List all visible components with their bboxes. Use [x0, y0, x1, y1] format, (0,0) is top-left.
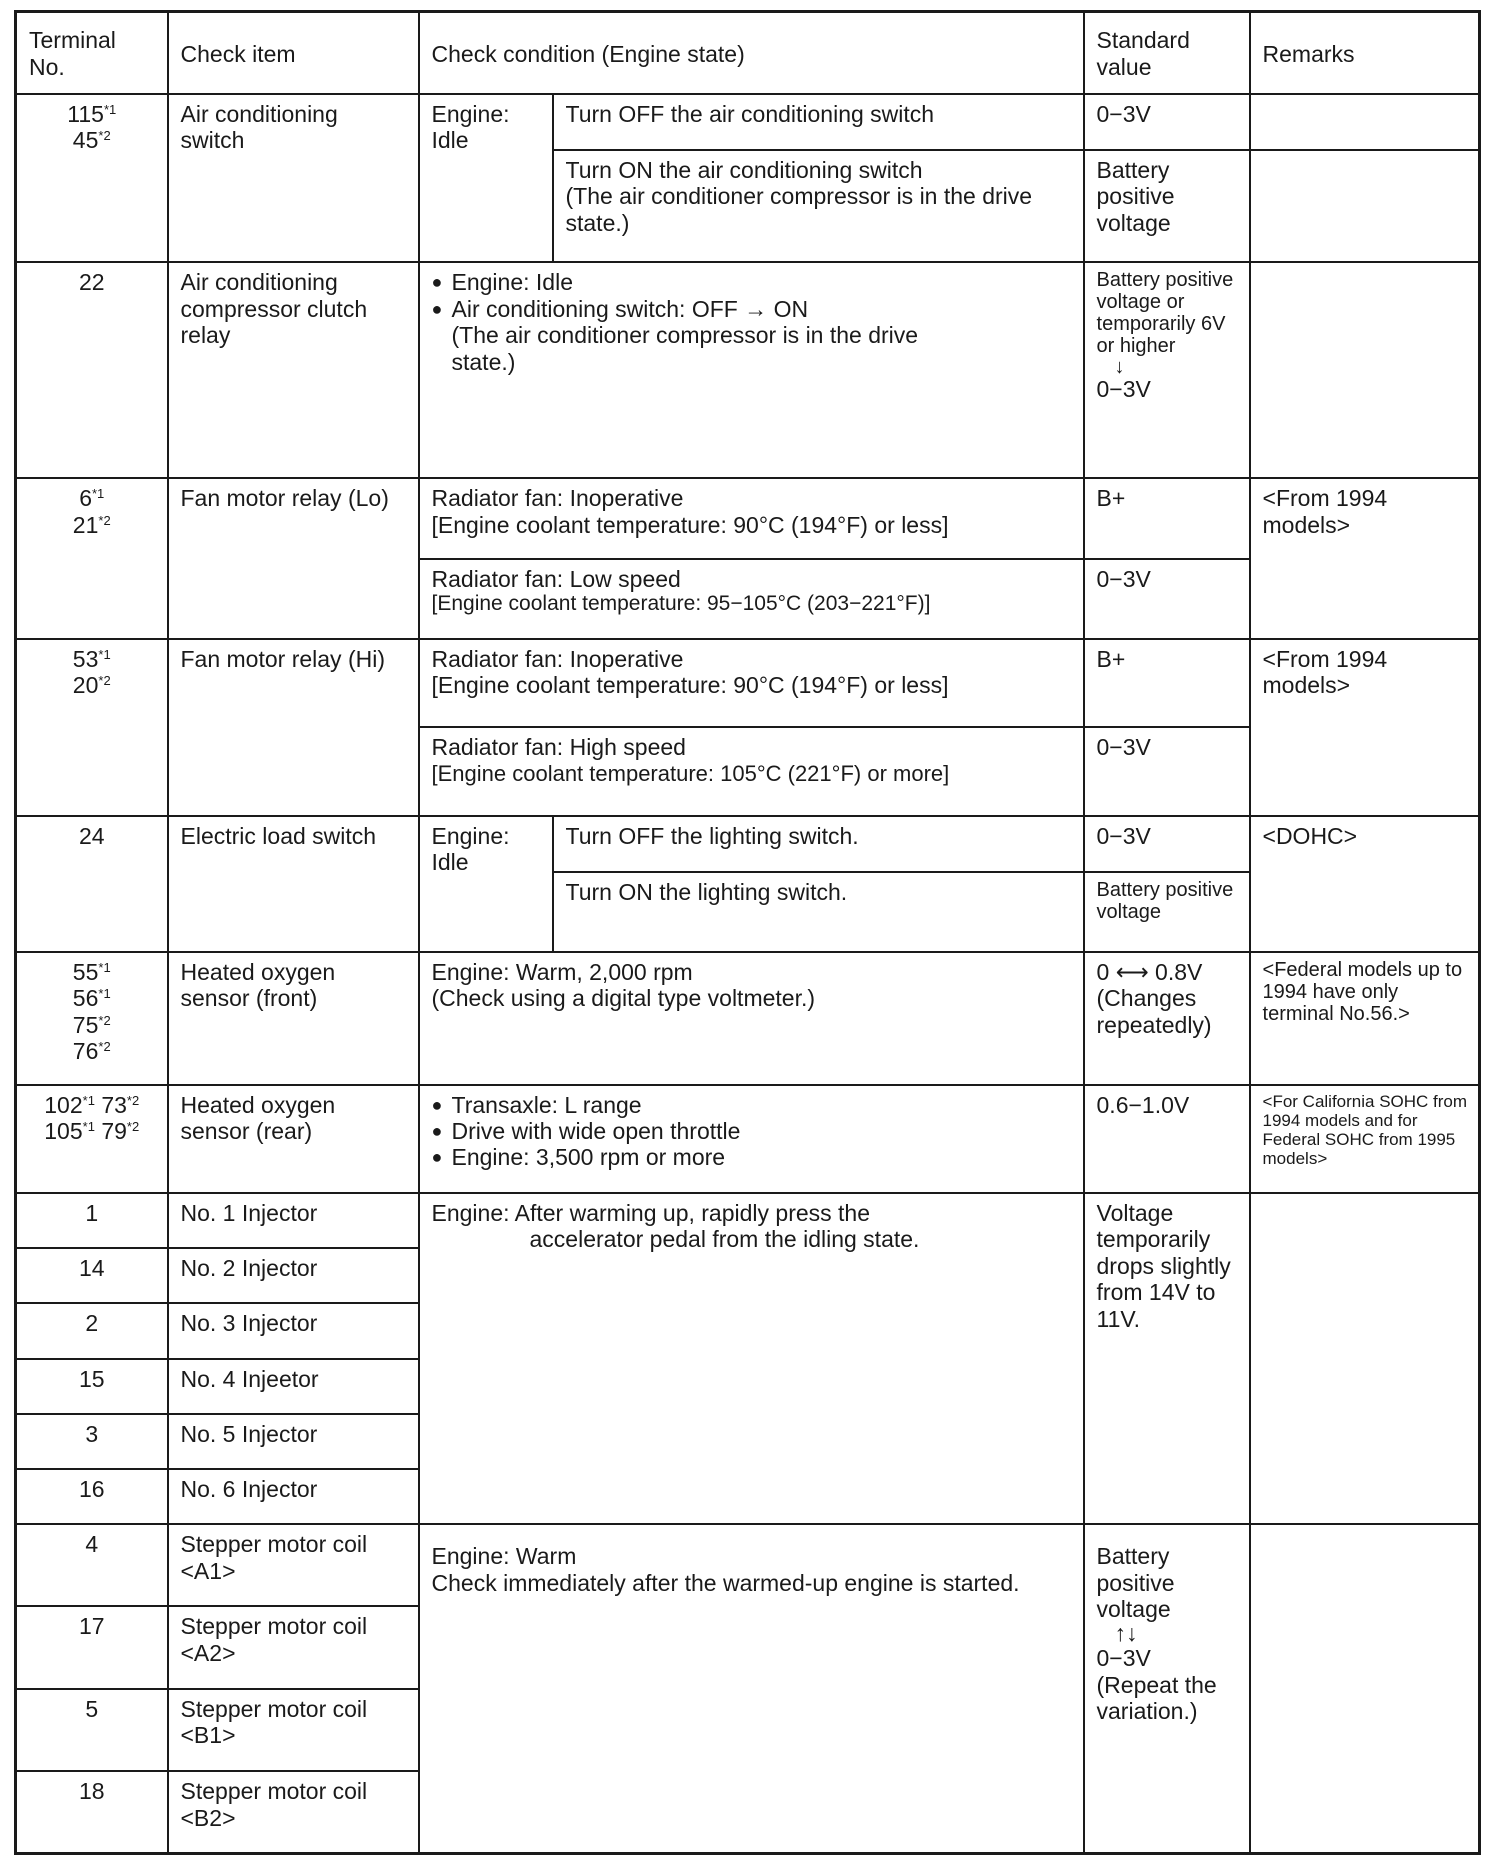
terminal-cell: 6$^{*1}$ 21$^{*2}$: [16, 478, 168, 639]
table-row: [16, 262, 1480, 478]
check-item-cell: Stepper motor coil <B1>: [168, 1689, 419, 1771]
table-row: [16, 1524, 1480, 1606]
terminal-cell: 55$^{*1}$ 56$^{*1}$ 75$^{*2}$ 76$^{*2}$: [16, 952, 168, 1085]
header-check-condition: Check condition (Engine state): [419, 12, 1084, 94]
terminal-cell: 53$^{*1}$ 20$^{*2}$: [16, 639, 168, 816]
condition-cell: Radiator fan: Low speed [Engine coolant temperature: 95−105°C (203−221°F)]: [419, 559, 1084, 639]
remarks-cell: [1250, 150, 1480, 262]
check-item-cell: No. 1 Injector: [168, 1193, 419, 1248]
table-row: [16, 816, 1480, 872]
remarks-cell: <From 1994 models>: [1250, 478, 1480, 639]
value-cell: Voltage temporarily drops slightly from 14V to 11V.: [1084, 1193, 1250, 1524]
check-item-cell: No. 2 Injector: [168, 1248, 419, 1303]
header-row: [16, 12, 1480, 94]
terminal-cell: 16: [16, 1469, 168, 1524]
remarks-cell: [1250, 262, 1480, 478]
terminal-cell: 4: [16, 1524, 168, 1606]
terminal-cell: 14: [16, 1248, 168, 1303]
check-item-cell: No. 5 Injector: [168, 1414, 419, 1469]
header-check-item: Check item: [168, 12, 419, 94]
terminal-cell: 115$^{*1}$ 45$^{*2}$: [16, 94, 168, 263]
check-item-cell: Air conditioning compressor clutch relay: [168, 262, 419, 478]
terminal-cell: 2: [16, 1303, 168, 1358]
down-arrow-icon: ↓: [1114, 356, 1125, 379]
table-row: [16, 639, 1480, 727]
table-row: [16, 1085, 1480, 1193]
terminal-cell: 18: [16, 1771, 168, 1853]
condition-cell: Radiator fan: High speed [Engine coolant temperature: 105°C (221°F) or more]: [419, 727, 1084, 815]
bullet-item: ● Engine: 3,500 rpm or more: [432, 1144, 1073, 1170]
value-cell: 0−3V: [1084, 559, 1250, 639]
condition-cell: [419, 262, 1084, 478]
check-item-cell: Heated oxygen sensor (front): [168, 952, 419, 1085]
header-standard-value: Standard value: [1084, 12, 1250, 94]
condition-cell: Radiator fan: Inoperative [Engine coolant temperature: 90°C (194°F) or less]: [419, 478, 1084, 558]
value-cell: B+: [1084, 478, 1250, 558]
check-item-cell: Stepper motor coil <A1>: [168, 1524, 419, 1606]
condition-cell: Engine: Warm Check immediately after the warmed-up engine is started.: [419, 1524, 1084, 1853]
condition-cell: Turn ON the air conditioning switch (The air conditioner compressor is in the drive state.): [553, 150, 1084, 262]
check-item-cell: Heated oxygen sensor (rear): [168, 1085, 419, 1193]
header-terminal-no: Terminal No.: [16, 12, 168, 94]
up-down-arrows-icon: ↑↓: [1114, 1620, 1138, 1647]
condition-cell: Engine: After warming up, rapidly press the accelerator pedal from the idling state.: [419, 1193, 1084, 1524]
remarks-cell: <Federal models up to 1994 have only terminal No.56.>: [1250, 952, 1480, 1085]
check-item-cell: Stepper motor coil <A2>: [168, 1606, 419, 1688]
bullet-item: ● Drive with wide open throttle: [432, 1118, 1073, 1144]
table-row: [16, 952, 1480, 1085]
remarks-cell: <For California SOHC from 1994 models and for Federal SOHC from 1995 models>: [1250, 1085, 1480, 1193]
condition-note: (The air conditioner compressor is in the drive state.): [451, 322, 919, 375]
engine-state-cell: Engine: Idle: [419, 816, 553, 953]
value-cell: Battery positive voltage or temporarily 6V or higher ↓ 0−3V: [1084, 262, 1250, 478]
check-table: [14, 10, 1481, 1855]
remarks-cell: <From 1994 models>: [1250, 639, 1480, 816]
check-item-cell: Fan motor relay (Lo): [168, 478, 419, 639]
remarks-cell: [1250, 1524, 1480, 1853]
condition-cell: Turn ON the lighting switch.: [553, 872, 1084, 952]
condition-cell: Turn OFF the air conditioning switch: [553, 94, 1084, 150]
condition-cell: [419, 1085, 1084, 1193]
terminal-cell: 5: [16, 1689, 168, 1771]
terminal-cell: 102$^{*1}$ 73$^{*2}$ 105$^{*1}$ 79$^{*2}$: [16, 1085, 168, 1193]
check-item-cell: Electric load switch: [168, 816, 419, 953]
value-cell: B+: [1084, 639, 1250, 727]
remarks-cell: <DOHC>: [1250, 816, 1480, 953]
terminal-cell: 24: [16, 816, 168, 953]
condition-cell: Engine: Warm, 2,000 rpm (Check using a digital type voltmeter.): [419, 952, 1084, 1085]
value-cell: 0−3V: [1084, 816, 1250, 872]
value-cell: Battery positive voltage ↑↓ 0−3V (Repeat the variation.): [1084, 1524, 1250, 1853]
terminal-cell: 22: [16, 262, 168, 478]
remarks-cell: [1250, 94, 1480, 150]
engine-state-cell: Engine: Idle: [419, 94, 553, 263]
check-item-cell: No. 6 Injector: [168, 1469, 419, 1524]
table-row: [16, 1193, 1480, 1248]
value-cell: Battery positive voltage: [1084, 150, 1250, 262]
bullet-item: ● Engine: Idle: [432, 269, 1073, 295]
condition-cell: Radiator fan: Inoperative [Engine coolant temperature: 90°C (194°F) or less]: [419, 639, 1084, 727]
terminal-cell: 3: [16, 1414, 168, 1469]
value-cell: 0 ⟷ 0.8V (Changes repeatedly): [1084, 952, 1250, 1085]
header-remarks: Remarks: [1250, 12, 1480, 94]
check-item-cell: Fan motor relay (Hi): [168, 639, 419, 816]
table-row: [16, 478, 1480, 558]
value-cell: 0−3V: [1084, 94, 1250, 150]
check-item-cell: Air conditioning switch: [168, 94, 419, 263]
check-item-cell: No. 4 Injeetor: [168, 1359, 419, 1414]
value-cell: Battery positive voltage: [1084, 872, 1250, 952]
remarks-cell: [1250, 1193, 1480, 1524]
table-row: [16, 94, 1480, 150]
condition-cell: Turn OFF the lighting switch.: [553, 816, 1084, 872]
check-item-cell: Stepper motor coil <B2>: [168, 1771, 419, 1853]
check-item-cell: No. 3 Injector: [168, 1303, 419, 1358]
bullet-item: ● Air conditioning switch: OFF → ON: [432, 296, 1073, 322]
bullet-item: ● Transaxle: L range: [432, 1092, 1073, 1118]
value-cell: 0−3V: [1084, 727, 1250, 815]
terminal-cell: 17: [16, 1606, 168, 1688]
terminal-cell: 1: [16, 1193, 168, 1248]
terminal-cell: 15: [16, 1359, 168, 1414]
value-cell: 0.6−1.0V: [1084, 1085, 1250, 1193]
